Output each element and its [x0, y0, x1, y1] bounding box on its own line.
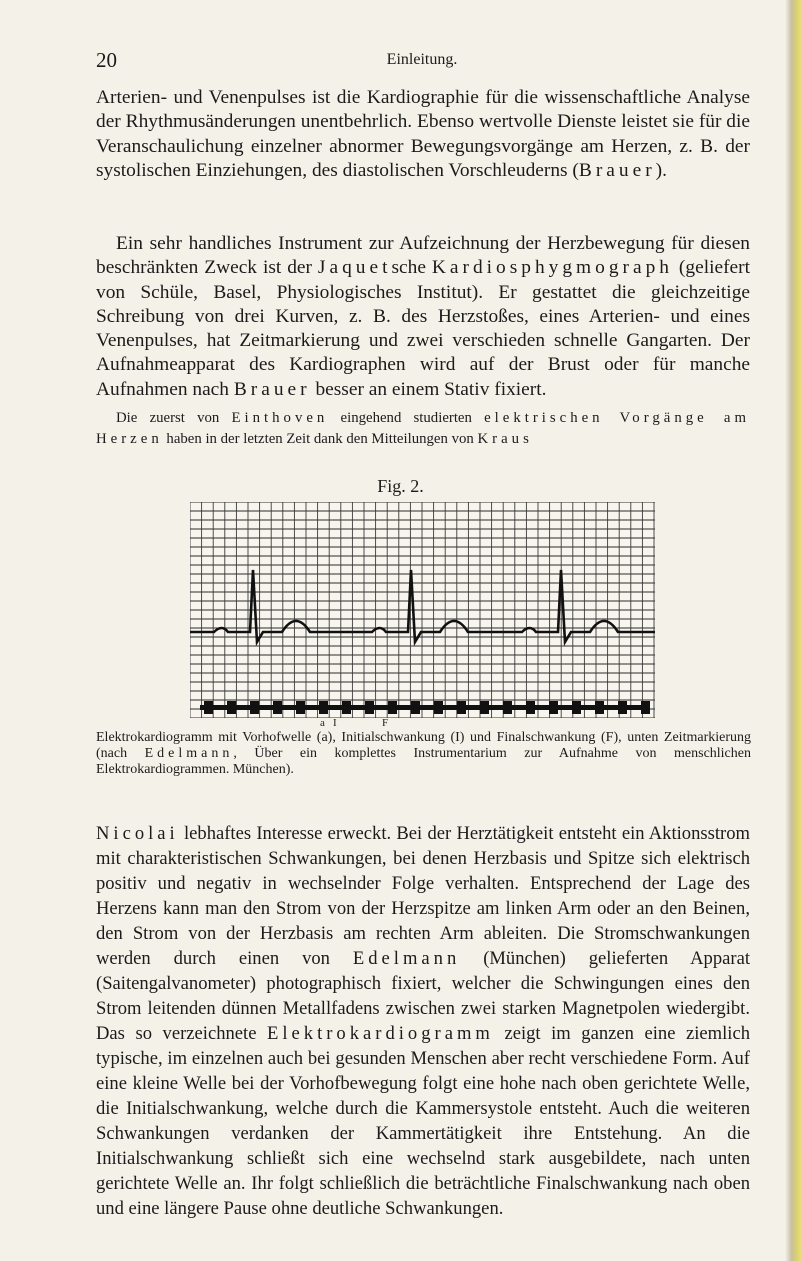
wave-labels: [190, 717, 655, 731]
figure-caption: [96, 730, 751, 778]
instrument-term: Kardiosphygmograph: [431, 257, 673, 279]
emphasized-term: Elektrokardiogramm: [267, 1023, 494, 1044]
electrocardiogram-figure: [190, 502, 655, 718]
emphasized-term: elektrischen Vorgänge am Herzen: [96, 410, 750, 447]
person-name: Jaquet: [317, 257, 392, 279]
paragraph-4: Nicolai lebhaftes Interesse erweckt. Bei der Herztätigkeit entsteht ein Aktionsstrom mit charakteristischen Schwankungen, bei denen Herzbasis und Spitze sich elektrisch positiv und negativ in wechselnder Folge verhalten. Entsprechend der Lage des Herzens kann man den Strom von der Herzspitze am linken Arm oder an den Beinen, den Strom von der Herzbasis am rechten Arm ableiten. Die Stromschwankungen werden durch einen von Edelmann (München) gelieferten Apparat (Saitengalvanometer) photographisch fixiert, welcher die Schwingungen eines den Strom leitenden dünnen Metallfadens zwischen zwei starken Magnetpolen wiedergibt. Das so verzeichnete Elektrokardiogramm zeigt im ganzen eine ziemlich typische, im einzelnen auch bei gesunden Menschen aber recht verschiedene Form. Auf eine kleine Welle bei der Vorhofbewegung folgt eine hohe nach oben gerichtete Welle, die Initialschwankung, welche durch die Kammersystole entsteht. Auch die weiteren Schwankungen verdanken der Kammertätigkeit ihre Entstehung. An die Initialschwankung schließt sich eine wechselnd stark ausgebildete, nach unten gerichtete Welle an. Ihr folgt schließlich die beträchtliche Finalschwankung nach oben und eine längere Pause ohne deutliche Schwankungen.: [96, 823, 750, 1219]
running-head: Einleitung.: [386, 51, 458, 68]
person-name: Nicolai: [96, 823, 179, 844]
page-header: [96, 48, 748, 72]
page-edge: [785, 0, 801, 1261]
paragraph-1: Arterien- und Venenpulses ist die Kardiographie für die wissenschaftliche Analyse der Rhythmusänderungen unentbehrlich. Ebenso wertvolle Dienste leistet sie für die Veranschaulichung einzelner abnormer Bewegungsvorgänge am Herzen, z. B. der systolischen Einziehungen, des diastolischen Vorschleuderns (Brauer).: [96, 87, 750, 181]
page-number: 20: [96, 48, 117, 72]
person-name: Brauer: [233, 378, 311, 400]
figure-title: Fig. 2.: [377, 476, 424, 496]
person-name: Kraus: [477, 431, 533, 447]
label-f: F: [382, 717, 389, 729]
caption-text: Elektrokardiogramm mit Vorhofwelle (a), Initialschwankung (I) und Finalschwankung (F), unten Zeitmarkierung (nach Edelmann, Über ein komplettes Instrumentarium zur Aufnahme von menschlichen Elektrokardiogrammen. München).: [96, 730, 751, 777]
paragraph-2: Ein sehr handliches Instrument zur Aufzeichnung der Herzbewegung für diesen beschränkten Zweck ist der Jaquetsche Kardiosphygmograph (geliefert von Schüle, Basel, Physiologisches Institut). Er gestattet die gleichzeitige Schreibung von drei Kurven, z. B. des Herzstoßes, eines Arterien- und eines Venenpulses, hat Zeitmarkierung und zwei verschieden schnelle Gangarten. Der Aufnahmeapparat des Kardiographen wird auf der Brust oder für manche Aufnahmen nach Brauer besser an einem Stativ fixiert.: [96, 233, 750, 400]
person-name: Edelmann: [144, 746, 234, 761]
person-name: Einthoven: [231, 410, 329, 426]
person-name: Edelmann: [352, 948, 461, 969]
label-a: a: [320, 717, 325, 729]
label-i: I: [333, 717, 337, 729]
paragraph-3: Die zuerst von Einthoven eingehend studierten elektrischen Vorgänge am Herzen haben in der letzten Zeit dank den Mitteilungen von Kraus: [96, 410, 750, 447]
person-name: Brauer: [578, 159, 656, 181]
